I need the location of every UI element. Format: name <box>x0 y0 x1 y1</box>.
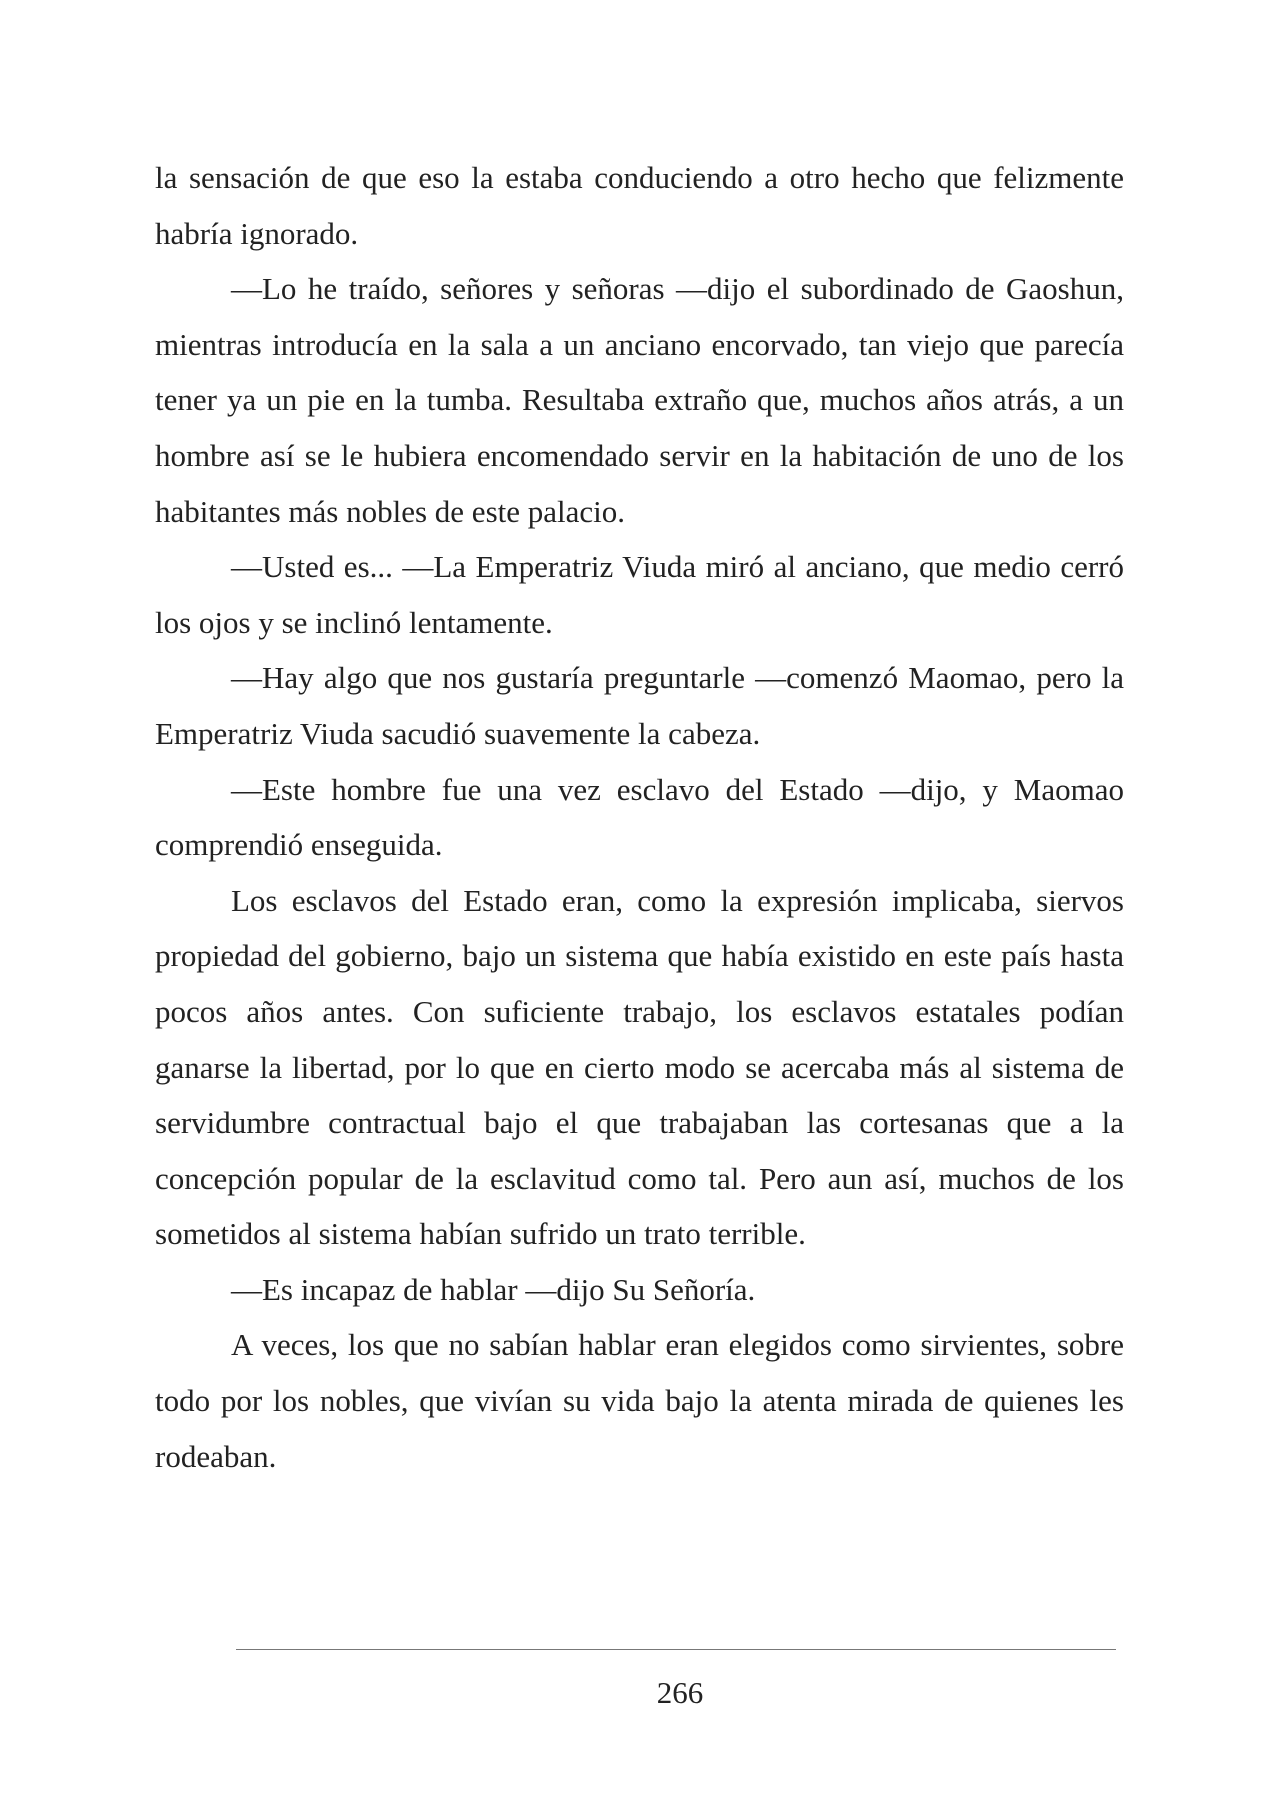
paragraph-5: —Este hombre fue una vez esclavo del Estado —dijo, y Maomao comprendió enseguida. <box>155 771 1124 863</box>
paragraph-6: Los esclavos del Estado eran, como la expresión implicaba, siervos propiedad del gobierno, bajo un sistema que había existido en este país hasta pocos años antes. Con suficiente trabajo, los esclavos estatales podían ganarse la libertad, por lo que en cierto modo se acercaba más al sistema de servidumbre contractual bajo el que trabajaban las cortesanas que a la concepción popular de la esclavitud como tal. Pero aun así, muchos de los sometidos al sistema habían sufrido un trato terrible. <box>155 882 1124 1252</box>
body-text <box>155 150 1124 1484</box>
paragraph-7: —Es incapaz de hablar —dijo Su Señoría. <box>231 1271 756 1307</box>
paragraph-8: A veces, los que no sabían hablar eran elegidos como sirvientes, sobre todo por los nobles, que vivían su vida bajo la atenta mirada de quienes les rodeaban. <box>155 1327 1124 1474</box>
paragraph-2: —Lo he traído, señores y señoras —dijo el subordinado de Gaoshun, mientras introducía en la sala a un anciano encorvado, tan viejo que parecía tener ya un pie en la tumba. Resultaba extraño que, muchos años atrás, a un hombre así se le hubiera encomendado servir en la habitación de uno de los habitantes más nobles de este palacio. <box>155 271 1124 529</box>
paragraph-4: —Hay algo que nos gustaría preguntarle —comenzó Maomao, pero la Emperatriz Viuda sacudió suavemente la cabeza. <box>155 660 1124 751</box>
page-number: 266 <box>656 1675 704 1710</box>
paragraph-1: la sensación de que eso la estaba conduciendo a otro hecho que felizmente habría ignorado. <box>155 160 1124 251</box>
paragraph-3: —Usted es... —La Emperatriz Viuda miró al anciano, que medio cerró los ojos y se inclinó lentamente. <box>155 549 1124 640</box>
footer-divider <box>236 1649 1116 1650</box>
